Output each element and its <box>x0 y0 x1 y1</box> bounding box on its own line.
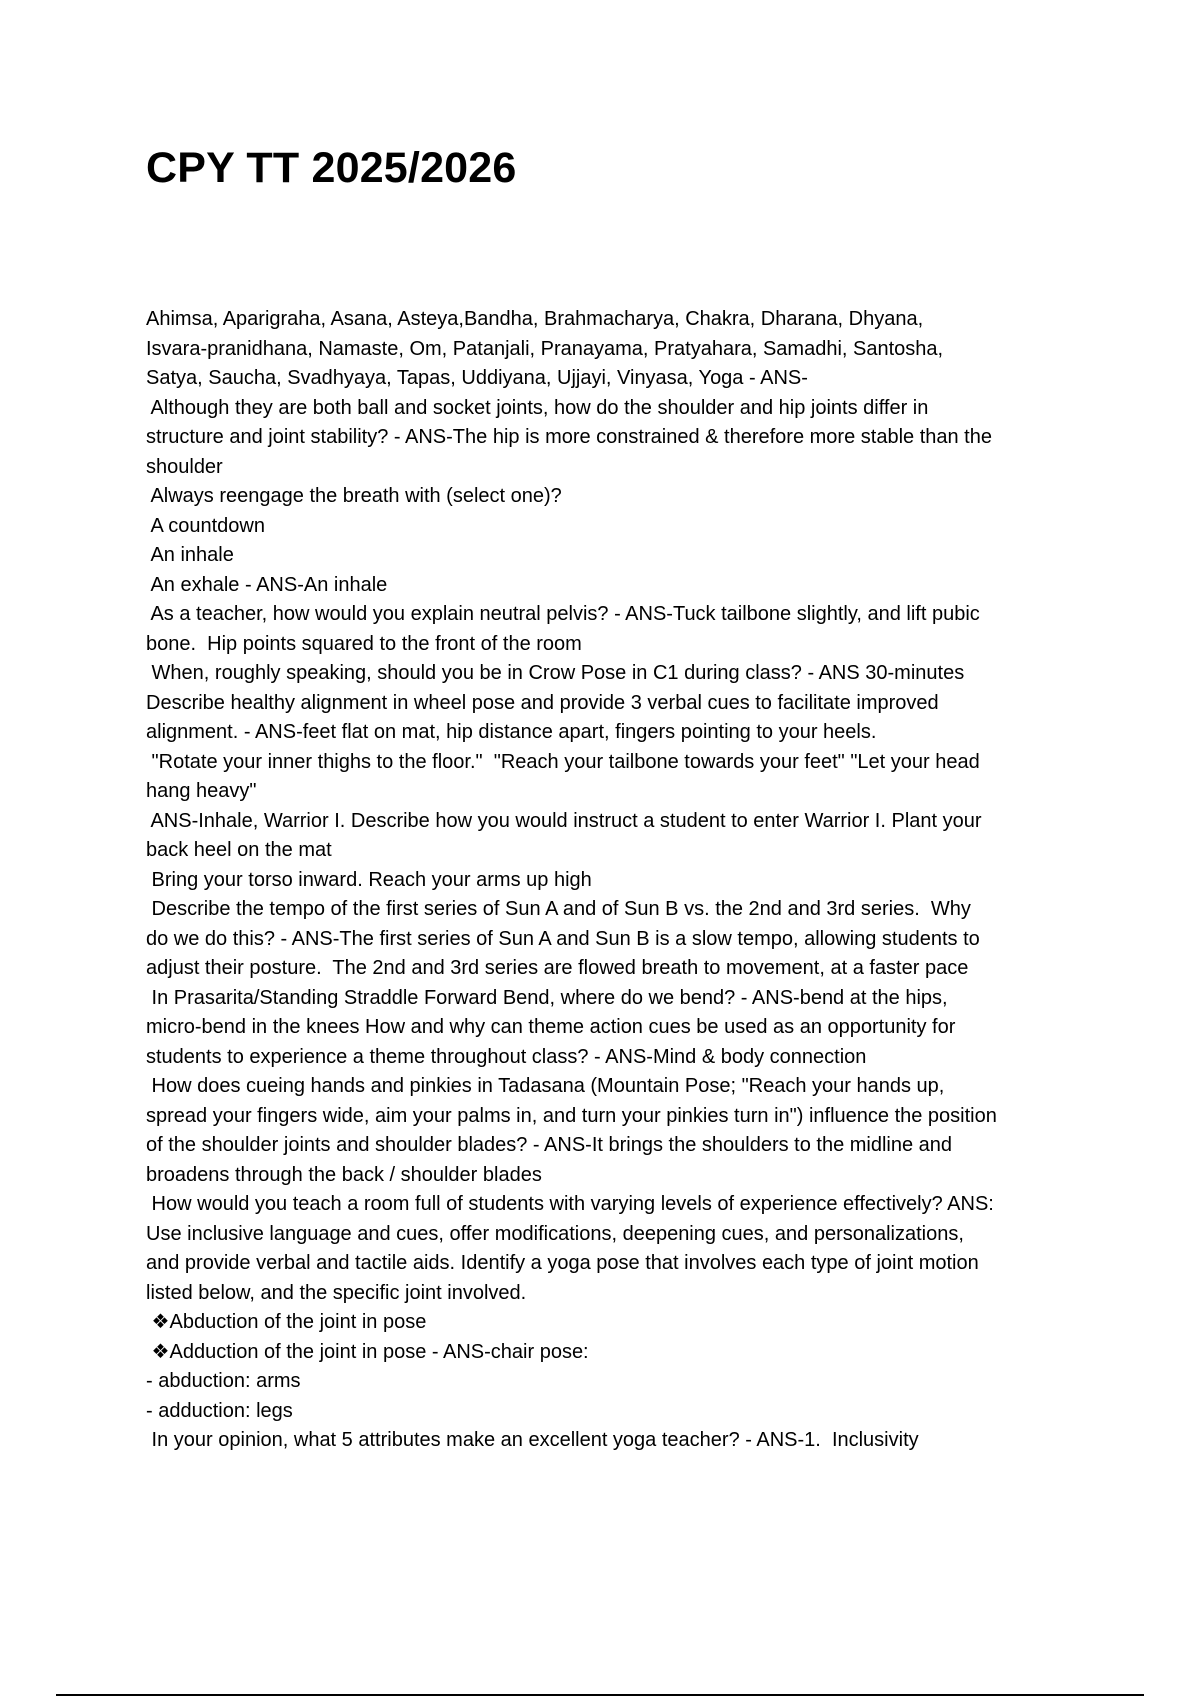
text-line: Although they are both ball and socket joints, how do the shoulder and hip joints differ in <box>146 396 929 419</box>
text-line: Describe the tempo of the first series of Sun A and of Sun B vs. the 2nd and 3rd series. Why <box>146 898 971 920</box>
text-line: In your opinion, what 5 attributes make an excellent yoga teacher? - ANS-1. Inclusivity <box>146 1429 919 1451</box>
page-title: CPY TT 2025/2026 <box>146 144 517 192</box>
text-line: do we do this? - ANS-The first series of Sun A and Sun B is a slow tempo, allowing students to <box>146 927 980 950</box>
text-line: and provide verbal and tactile aids. Identify a yoga pose that involves each type of joint motion <box>146 1252 979 1274</box>
text-line: micro-bend in the knees How and why can theme action cues be used as an opportunity for <box>146 1016 956 1038</box>
text-line: broadens through the back / shoulder blades <box>146 1163 542 1186</box>
text-line: Use inclusive language and cues, offer modifications, deepening cues, and personalizations, <box>146 1222 964 1245</box>
footer-divider <box>56 1694 1144 1696</box>
text-line: ANS-Inhale, Warrior I. Describe how you would instruct a student to enter Warrior I. Plant your <box>146 809 982 832</box>
text-line: Bring your torso inward. Reach your arms up high <box>146 868 592 891</box>
text-line: hang heavy" <box>146 780 257 802</box>
text-line: When, roughly speaking, should you be in Crow Pose in C1 during class? - ANS 30-minutes <box>146 662 965 684</box>
text-line: of the shoulder joints and shoulder blades? - ANS-It brings the shoulders to the midline and <box>146 1134 953 1156</box>
text-line: In Prasarita/Standing Straddle Forward Bend, where do we bend? - ANS-bend at the hips, <box>146 986 948 1009</box>
document-body <box>146 305 1096 1456</box>
text-line: Ahimsa, Aparigraha, Asana, Asteya,Bandha, Brahmacharya, Chakra, Dharana, Dhyana, <box>146 308 924 330</box>
text-line: An exhale - ANS-An inhale <box>146 573 388 596</box>
text-line: - adduction: legs <box>146 1399 293 1422</box>
text-line: back heel on the mat <box>146 839 332 861</box>
text-line: shoulder <box>146 455 223 478</box>
text-line: Satya, Saucha, Svadhyaya, Tapas, Uddiyana, Ujjayi, Vinyasa, Yoga - ANS- <box>146 367 808 389</box>
text-line: "Rotate your inner thighs to the floor." "Reach your tailbone towards your feet" "Let your head <box>146 750 980 773</box>
text-line: listed below, and the specific joint involved. <box>146 1281 527 1304</box>
text-line: How would you teach a room full of students with varying levels of experience effectively? ANS: <box>146 1193 994 1215</box>
text-line: How does cueing hands and pinkies in Tadasana (Mountain Pose; "Reach your hands up, <box>146 1075 945 1097</box>
text-line: - abduction: arms <box>146 1370 301 1392</box>
text-line: Describe healthy alignment in wheel pose and provide 3 verbal cues to facilitate improved <box>146 691 939 714</box>
text-line: Always reengage the breath with (select one)? <box>146 485 562 507</box>
text-line: alignment. - ANS-feet flat on mat, hip distance apart, fingers pointing to your heels. <box>146 721 877 743</box>
text-line: An inhale <box>146 544 234 566</box>
text-line: ❖Abduction of the joint in pose <box>146 1311 427 1333</box>
text-line: bone. Hip points squared to the front of the room <box>146 632 582 655</box>
text-line: A countdown <box>146 514 265 537</box>
text-line: spread your fingers wide, aim your palms in, and turn your pinkies turn in") influence the position <box>146 1104 997 1127</box>
text-line: adjust their posture. The 2nd and 3rd series are flowed breath to movement, at a faster pace <box>146 957 969 979</box>
text-line: students to experience a theme throughout class? - ANS-Mind & body connection <box>146 1045 867 1068</box>
text-line: Isvara-pranidhana, Namaste, Om, Patanjali, Pranayama, Pratyahara, Samadhi, Santosha, <box>146 337 944 360</box>
text-line: structure and joint stability? - ANS-The hip is more constrained & therefore more stable than the <box>146 426 992 448</box>
text-line: As a teacher, how would you explain neutral pelvis? - ANS-Tuck tailbone slightly, and lift pubic <box>146 603 980 625</box>
text-line: ❖Adduction of the joint in pose - ANS-chair pose: <box>146 1340 589 1363</box>
